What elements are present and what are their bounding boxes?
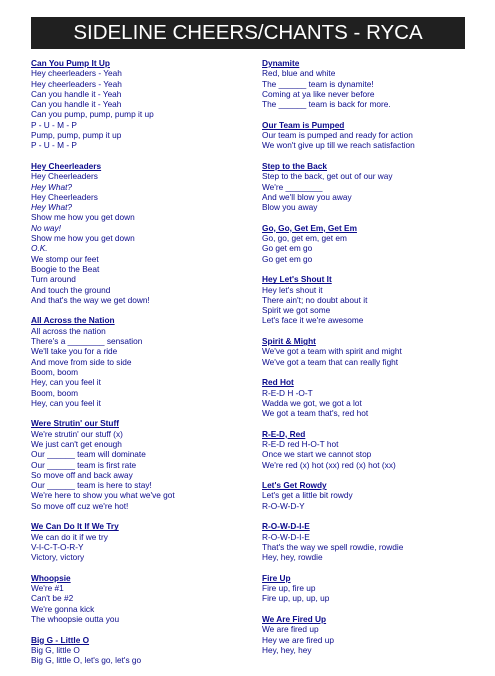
cheer-line: Can you pump, pump, pump it up (31, 109, 154, 120)
cheer-heading: We Are Fired Up (262, 614, 327, 625)
cheer-line: We got a team that's, red hot (262, 408, 369, 419)
left-column (31, 58, 241, 676)
cheer-line: O.K. (31, 243, 48, 254)
cheer-line: Spirit we got some (262, 305, 331, 316)
cheer-heading: Were Strutin' our Stuff (31, 418, 120, 429)
cheer-line: Boogie to the Beat (31, 263, 100, 274)
cheer-line: Red, blue and white (262, 68, 336, 79)
cheer-heading: Red Hot (262, 377, 294, 388)
cheer-line: Hey What? (31, 202, 73, 213)
cheer-section (262, 521, 477, 562)
cheer-heading: We Can Do It If We Try (31, 521, 119, 532)
cheer-line: P - U - M - P (31, 140, 77, 151)
cheer-line: Our ______ team is first rate (31, 459, 137, 470)
cheer-line: Let's get a little bit rowdy (262, 490, 353, 501)
cheer-line: Fire up, up, up, up (262, 593, 330, 604)
cheer-line: Show me how you get down (31, 212, 135, 223)
cheer-heading: Spirit & Might (262, 336, 316, 347)
cheer-line: Show me how you get down (31, 233, 135, 244)
cheer-heading: Dynamite (262, 58, 300, 68)
cheer-heading: Step to the Back (262, 160, 328, 171)
cheer-line: R-E-D H -O-T (262, 387, 313, 398)
cheer-line: No way! (31, 222, 61, 233)
cheer-line: Our team is pumped and ready for action (262, 130, 413, 141)
cheer-line: Big G, little O, let's go, let's go (31, 655, 142, 666)
cheer-line: Go, go, get em, get em (262, 233, 347, 244)
cheer-line: We just can't get enough (31, 438, 122, 449)
cheer-line: Hey, can you feel it (31, 397, 101, 408)
cheer-line: We're ________ (262, 181, 323, 192)
cheer-heading: Fire Up (262, 572, 291, 583)
cheer-line: There ain't; no doubt about it (262, 294, 368, 305)
cheer-line: Hey What? (31, 181, 73, 192)
cheer-line: Our ______ team is here to stay! (31, 480, 152, 491)
cheer-line: We are fired up (262, 624, 319, 635)
cheer-section (262, 274, 477, 325)
cheer-line: We're here to show you what we've got (31, 490, 175, 501)
cheer-line: We stomp our feet (31, 253, 99, 264)
cheer-section (31, 521, 241, 562)
cheer-heading: Big G - Little O (31, 634, 90, 645)
cheer-line: Pump, pump, pump it up (31, 130, 122, 141)
cheer-line: Hey Cheerleaders (31, 191, 98, 202)
title-banner (31, 17, 465, 49)
right-column (262, 58, 477, 666)
cheer-line: Can you handle it - Yeah (31, 88, 122, 99)
cheer-line: And we'll blow you away (262, 191, 352, 202)
cheer-line: Boom, boom (31, 366, 79, 377)
cheer-line: We've got a team with spirit and might (262, 346, 402, 357)
cheer-line: Hey cheerleaders - Yeah (31, 68, 122, 79)
cheer-section (262, 573, 477, 604)
cheer-line: That's the way we spell rowdie, rowdie (262, 541, 404, 552)
cheer-line: We'll take you for a ride (31, 346, 118, 357)
cheer-line: Go get em go (262, 253, 313, 264)
cheer-line: We're red (x) hot (xx) red (x) hot (xx) (262, 459, 396, 470)
cheer-section (262, 480, 477, 511)
cheer-line: Our ______ team will dominate (31, 449, 146, 460)
cheer-line: Victory, victory (31, 552, 85, 563)
cheer-line: Hey let's shout it (262, 284, 323, 295)
cheer-line: P - U - M - P (31, 119, 77, 130)
cheer-line: Once we start we cannot stop (262, 449, 372, 460)
page-title: SIDELINE CHEERS/CHANTS - RYCA (73, 21, 423, 44)
cheer-line: Blow you away (262, 202, 318, 213)
cheer-line: Fire up, fire up (262, 583, 316, 594)
cheer-heading: Hey Cheerleaders (31, 160, 102, 171)
cheer-section (262, 429, 477, 470)
cheer-section (262, 377, 477, 418)
cheer-section (262, 614, 477, 655)
cheer-heading: R-O-W-D-I-E (262, 521, 310, 532)
cheer-line: V-I-C-T-O-R-Y (31, 541, 84, 552)
cheer-line: Boom, boom (31, 387, 79, 398)
cheer-line: We're #1 (31, 583, 64, 594)
cheer-line: Hey, hey, hey (262, 644, 312, 655)
cheer-section (262, 336, 477, 367)
cheer-section (31, 315, 241, 408)
cheer-line: Turn around (31, 274, 76, 285)
cheer-line: We won't give up till we reach satisfaction (262, 140, 415, 151)
cheer-section (262, 161, 477, 212)
cheer-heading: Can You Pump It Up (31, 58, 110, 68)
cheer-heading: Our Team is Pumped (262, 119, 345, 130)
cheer-line: Coming at ya like never before (262, 88, 375, 99)
cheer-heading: R-E-D, Red (262, 428, 306, 439)
cheer-section (31, 635, 241, 666)
cheer-line: The ______ team is dynamite! (262, 78, 374, 89)
cheer-section (262, 58, 477, 109)
cheer-heading: Whoopsie (31, 572, 71, 583)
cheer-heading: Go, Go, Get Em, Get Em (262, 222, 357, 233)
cheer-section (31, 161, 241, 305)
cheer-line: Hey, can you feel it (31, 377, 101, 388)
cheer-section (262, 120, 477, 151)
cheer-line: We've got a team that can really fight (262, 356, 399, 367)
cheer-line: All across the nation (31, 325, 106, 336)
cheer-line: Let's face it we're awesome (262, 315, 364, 326)
cheer-line: R-O-W-D-I-E (262, 531, 310, 542)
cheer-line: Hey Cheerleaders (31, 171, 98, 182)
cheer-heading: Hey Let's Shout It (262, 274, 332, 285)
cheer-line: Step to the back, get out of our way (262, 171, 393, 182)
cheer-line: Wadda we got, we got a lot (262, 397, 362, 408)
cheer-line: And touch the ground (31, 284, 111, 295)
cheer-section (31, 573, 241, 624)
cheer-line: Can't be #2 (31, 593, 74, 604)
cheer-line: Can you handle it - Yeah (31, 99, 122, 110)
cheer-line: So move off cuz we're hot! (31, 500, 129, 511)
cheer-line: Go get em go (262, 243, 313, 254)
cheer-line: There's a ________ sensation (31, 336, 143, 347)
cheer-line: And move from side to side (31, 356, 132, 367)
cheer-line: We're strutin' our stuff (x) (31, 428, 123, 439)
cheer-section (31, 58, 241, 151)
cheer-line: And that's the way we get down! (31, 294, 150, 305)
cheer-line: Hey we are fired up (262, 634, 334, 645)
cheer-line: We can do it if we try (31, 531, 108, 542)
cheer-line: R-E-D red H-O-T hot (262, 438, 339, 449)
cheer-line: R-O-W-D-Y (262, 500, 305, 511)
cheer-line: Hey cheerleaders - Yeah (31, 78, 122, 89)
cheer-line: We're gonna kick (31, 603, 95, 614)
cheer-line: The ______ team is back for more. (262, 99, 391, 110)
cheer-line: So move off and back away (31, 469, 133, 480)
cheer-section (262, 223, 477, 264)
cheer-heading: All Across the Nation (31, 315, 115, 326)
cheer-line: Big G, little O (31, 644, 80, 655)
cheer-section (31, 418, 241, 511)
cheer-line: The whoopsie outta you (31, 614, 120, 625)
cheer-heading: Let's Get Rowdy (262, 480, 327, 491)
cheer-line: Hey, hey, rowdie (262, 552, 323, 563)
